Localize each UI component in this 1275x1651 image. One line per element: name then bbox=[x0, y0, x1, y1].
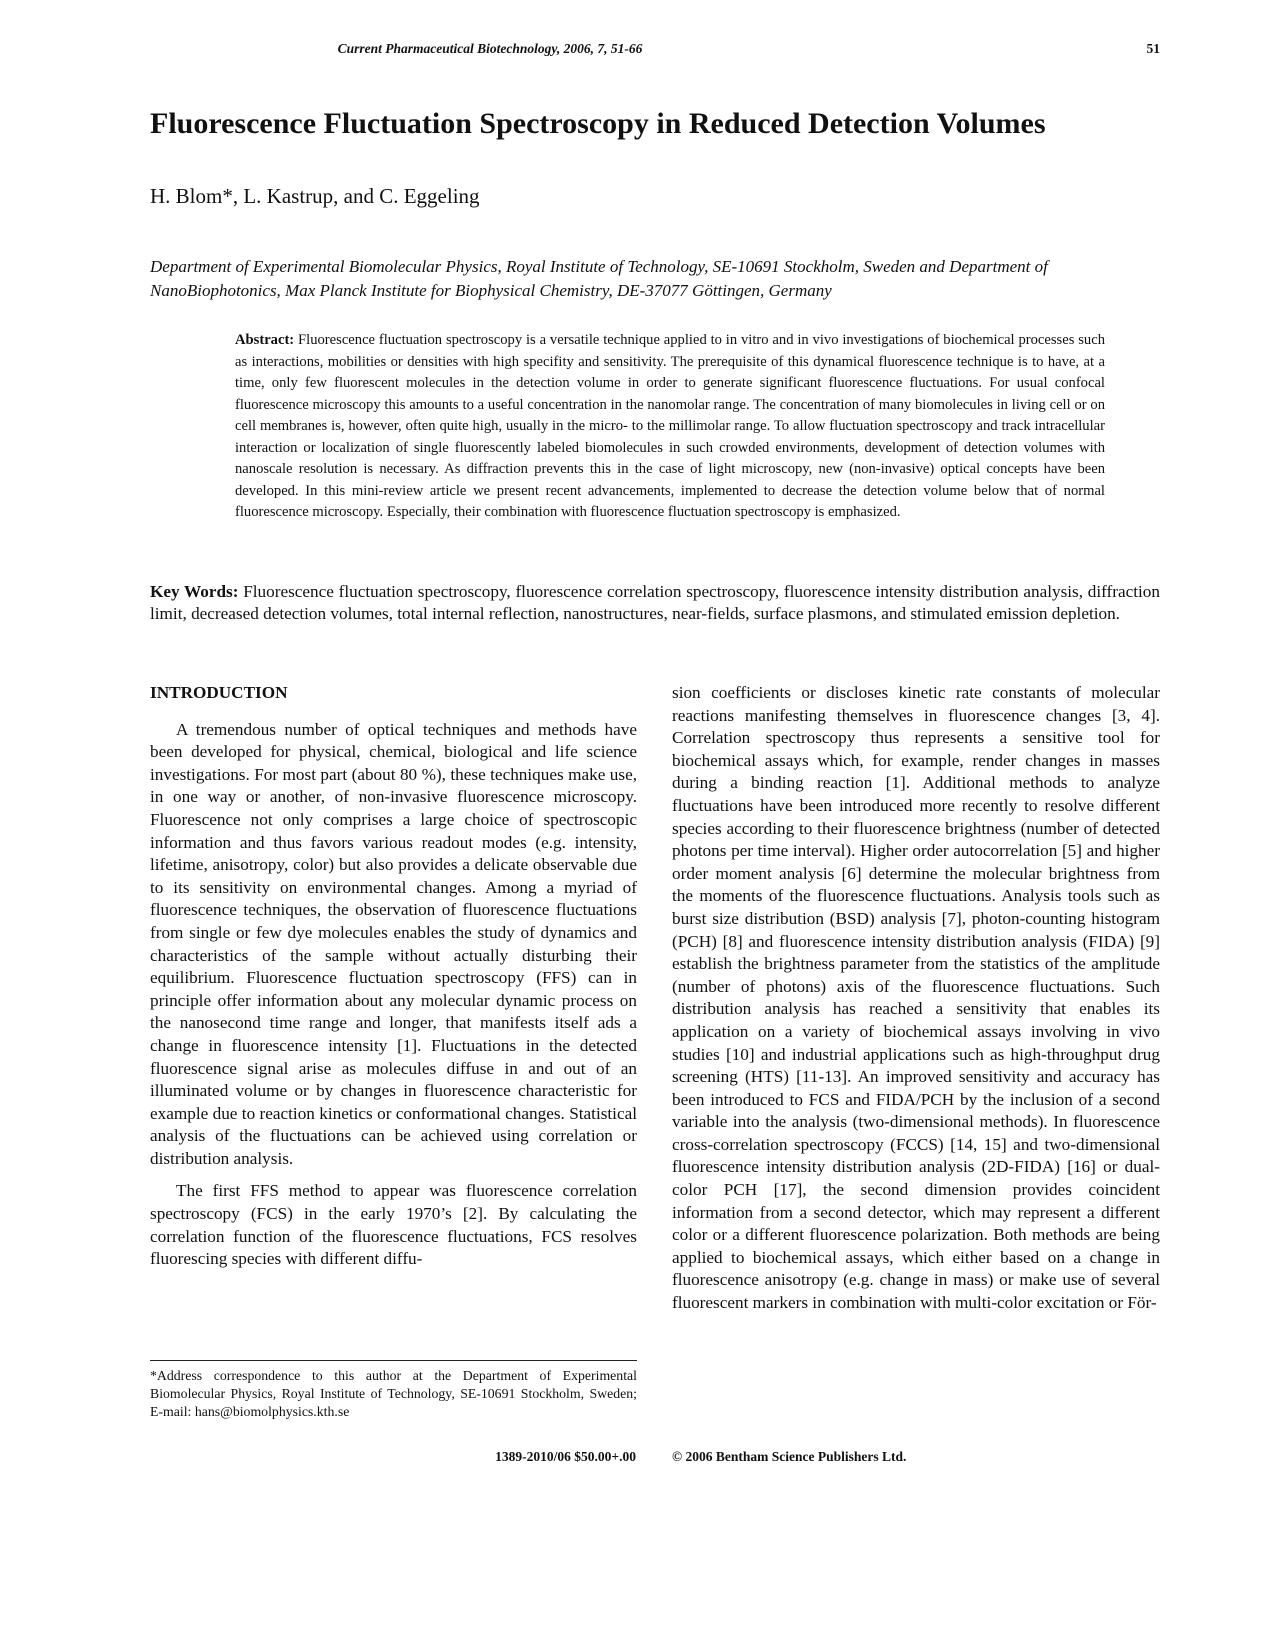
left-column bbox=[150, 682, 637, 1271]
author-list: H. Blom*, L. Kastrup, and C. Eggeling bbox=[150, 184, 480, 208]
affiliation: Department of Experimental Biomolecular Physics, Royal Institute of Technology, SE-10691 Stockholm, Sweden and Department of NanoBiophotonics, Max Planck Institute for Biophysical Chemistry, DE-37077 Göttingen, Germany bbox=[150, 257, 1048, 300]
right-column bbox=[672, 682, 1160, 1315]
abstract-label: Abstract: bbox=[235, 332, 295, 348]
intro-paragraph-continued: sion coefficients or discloses kinetic rate constants of molecular reactions manifesting themselves in fluorescence changes [3, 4]. Correlation spectroscopy thus represents a sensitive tool for biochemical assays which, for example, render changes in masses during a binding reaction [1]. Additional methods to analyze fluctuations have been introduced more recently to resolve different species according to their fluorescence brightness (number of detected photons per time interval). Higher order autocorrelation [5] and higher order moment analysis [6] determine the molecular brightness from the moments of the fluorescence fluctuations. Analysis tools such as burst size distribution (BSD) analysis [7], photon-counting histogram (PCH) [8] and fluorescence intensity distribution analysis (FIDA) [9] establish the brightness parameter from the statistics of the amplitude (number of photons) axis of the fluorescence fluctuations. Such distribution analysis has reached a sensitivity that enables its application on a variety of biochemical assays involving in vivo studies [10] and industrial applications such as high-throughput drug screening (HTS) [11-13]. An improved sensitivity and accuracy has been introduced to FCS and FIDA/PCH by the inclusion of a second variable into the analysis (two-dimensional methods). In fluorescence cross-correlation spectroscopy (FCCS) [14, 15] and two-dimensional fluorescence intensity distribution analysis (2D-FIDA) [16] or dual-color PCH [17], the second dimension provides coincident information from a second detector, which may represent a different color or a different fluorescence polarization. Both methods are being applied to biochemical assays, which either based on a change in fluorescence anisotropy (e.g. change in mass) or make use of several fluorescent markers in combination with multi-color excitation or För- bbox=[672, 683, 1160, 1313]
keywords bbox=[150, 581, 1160, 625]
issn-price: 1389-2010/06 $50.00+.00 bbox=[495, 1449, 636, 1464]
copyright-notice: © 2006 Bentham Science Publishers Ltd. bbox=[672, 1449, 907, 1464]
keywords-label: Key Words: bbox=[150, 582, 239, 601]
section-heading: INTRODUCTION bbox=[150, 683, 288, 702]
paper-title: Fluorescence Fluctuation Spectroscopy in Reduced Detection Volumes bbox=[150, 107, 1046, 140]
keywords-text: Fluorescence fluctuation spectroscopy, fluorescence correlation spectroscopy, fluorescence intensity distribution analysis, diffraction limit, decreased detection volumes, total internal reflection, nanostructures, near-fields, surface plasmons, and stimulated emission depletion. bbox=[150, 582, 1160, 623]
abstract-text: Fluorescence fluctuation spectroscopy is a versatile technique applied to in vitro and in vivo investigations of biochemical processes such as interactions, mobilities or densities with high specifity and sensitivity. The prerequisite of this dynamical fluorescence technique is to have, at a time, only few fluorescent molecules in the detection volume in order to generate significant fluorescence fluctuations. For usual confocal fluorescence microscopy this amounts to a useful concentration in the nanomolar range. The concentration of many biomolecules in living cell or on cell membranes is, however, often quite high, usually in the micro- to the millimolar range. To allow fluctuation spectroscopy and track intracellular interaction or localization of single fluorescently labeled biomolecules in such crowded environments, development of detection volumes with nanoscale resolution is necessary. As diffraction prevents this in the case of light microscopy, new (non-invasive) optical concepts have been developed. In this mini-review article we present recent advancements, implemented to decrease the detection volume below that of normal fluorescence microscopy. Especially, their combination with fluorescence fluctuation spectroscopy is emphasized. bbox=[235, 332, 1105, 520]
footnote: *Address correspondence to this author at the Department of Experimental Biomolecular Physics, Royal Institute of Technology, SE-10691 Stockholm, Sweden; E-mail: hans@biomolphysics.kth.se bbox=[150, 1368, 637, 1419]
abstract bbox=[235, 330, 1105, 524]
intro-paragraph-1: A tremendous number of optical techniques and methods have been developed for physical, chemical, biological and life science investigations. For most part (about 80 %), these techniques make use, in one way or another, of non-invasive fluorescence microscopy. Fluorescence not only comprises a large choice of spectroscopic information and thus favors various readout modes (e.g. intensity, lifetime, anisotropy, color) but also provides a delicate observable due to its sensitivity on environmental changes. Among a myriad of fluorescence techniques, the observation of fluorescence fluctuations from single or few dye molecules enables the study of dynamics and characteristics of the sample without actually disturbing their equilibrium. Fluorescence fluctuation spectroscopy (FFS) can in principle offer information about any molecular dynamic process on the nanosecond time range and longer, that manifests itself ads a change in fluorescence intensity [1]. Fluctuations in the detected fluorescence signal arise as molecules diffuse in and out of an illuminated volume or by changes in fluorescence characteristic for example due to reaction kinetics or conformational changes. Statistical analysis of the fluctuations can be achieved using correlation or distribution analysis. bbox=[150, 719, 637, 1168]
intro-paragraph-2: The first FFS method to appear was fluorescence correlation spectroscopy (FCS) in the early 1970’s [2]. By calculating the correlation function of the fluorescence fluctuations, FCS resolves fluorescing species with different diffu- bbox=[150, 1181, 637, 1269]
footnote-divider bbox=[150, 1360, 637, 1361]
running-head bbox=[150, 41, 1160, 65]
journal-citation: Current Pharmaceutical Biotechnology, 2006, 7, 51-66 bbox=[337, 41, 643, 56]
page-number: 51 bbox=[1146, 41, 1160, 56]
